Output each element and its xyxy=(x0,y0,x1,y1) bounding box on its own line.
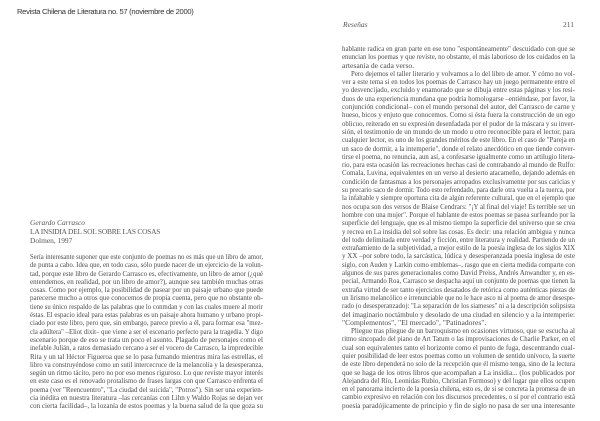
text-line-content: quier posibilidad de leer estos poemas como un volumen de sentido unívoco, la suerte xyxy=(342,350,575,360)
text-line-content: ver a este tema si en todos los poemas de Carrasco hay un juego permanente entre el xyxy=(342,77,575,87)
text-line-content: ciado por este libro, pero que, sin embargo, parece previo a él, para formar esa "mez- xyxy=(30,318,263,328)
text-line-content: duos de una experiencia mundana que podría homologarse –entiéndase, por favor, la xyxy=(342,93,575,103)
text-line-content: y recrea en La insidia del sol sobre las cosas. Es decir: una relación ambigua y nunca xyxy=(342,226,575,236)
page-number: 211 xyxy=(563,20,574,29)
text-line-content: en este caso es el renovado protalismo de frases largas con que Carrasco enfrenta el xyxy=(30,376,263,386)
text-line-content: inefable Julián, a ratos demasiado cercano a ser el vocero de Carrasco, la impredecible xyxy=(30,343,263,353)
text-line-content: escenario porque de eso se trata un poco el asunto. Plagado de personajes como el xyxy=(30,334,263,344)
text-line-content: un lirismo melancólico e irrenunciable que no le hace asco ni al poema de amor desespe- xyxy=(342,292,575,302)
text-line-content: enuncian los poemas y que reviste, no obstante, el más laborioso de los cuidados en la xyxy=(342,52,575,62)
text-line-content: entendemos, en realidad, por un libro de amor?), aunque sea también muchas otras xyxy=(30,276,263,286)
text-line-content: poema (ver "Reencuentro", "La ciudad del suicida", "Potros"). Sin ser una experien- xyxy=(30,384,263,394)
text-line-content: tad, porque este libro de Gerardo Carrasco es, efectivamente, un libro de amor (¿qué xyxy=(30,268,263,278)
text-line-content: hablante radica en gran parte en ese tono "espontáneamente" descuidado con que se xyxy=(342,44,575,53)
text-line-content: tiene su único respaldo de las palabras que lo conmdan y con las cuales muere al morir xyxy=(30,301,263,311)
text-line-content: "Complementos", "El mercado", "Patinadores". xyxy=(342,317,487,327)
text-line-content: extrañamiento de la subjetividad, a mejor estilo de la poesía inglesa de los siglos XIX xyxy=(342,243,575,253)
text-line-content: que se haga de los otros libros que acompañan a La insidia... (los publicados por xyxy=(342,367,575,377)
text-line-content: poesía paradójicamente de principio y fin de siglo no pasa de ser una interesante xyxy=(342,400,575,410)
text-line-content: superficie del lenguaje, que es al mismo tiempo la superficie del universo que se crea xyxy=(342,218,575,228)
text-line-content: de este libro dependerá no solo de la recepción que él mismo tenga, sino de la lectura xyxy=(342,359,575,369)
text-line-content: parecerse mucho a otros que conocemos de propia cuenta, pero que no obstante ob- xyxy=(30,293,263,303)
review-book-title: LA INSIDIA DEL SOL SOBRE LAS COSAS xyxy=(30,227,161,236)
text-line-content: y XX –por sobre todo, la sarcástica, lúdica y desesperanzada poesía inglesa de este xyxy=(342,251,575,261)
text-line-content: cambio expresivo en relación con los discursos precedentes, o si por el contrario está xyxy=(342,392,575,402)
text-line-content: Rita y un tal Héctor Figueroa que se lo pasa fumando mientras mira las estrellas, el xyxy=(30,351,263,361)
review-publisher: Dolmen, 1997 xyxy=(30,236,73,245)
text-line-content: Pero dejemos el taller literario y volvamos a lo del libro de amor. Y cómo no vol- xyxy=(351,68,575,78)
text-line-content: un saco de dormir, a la intemperie", donde el relato anecdótico en que tiende conver- xyxy=(342,143,575,153)
text-line-content: Alejandra del Río, Leonidas Rubio, Christian Formoso) y del lugar que ellos ocupen xyxy=(342,375,575,385)
text-line-content: rado (o desesperanzado): "La separación de los siameses" ni a la descripción solipsista xyxy=(342,301,575,311)
text-line-content: extraña virtud de ser tanto ejercicios desatados de retórica como auténticas piezas de xyxy=(342,284,575,294)
text-line-content: tirse el poema, no renuncia, aun así, a confesarse igualmente como un artilugio litera- xyxy=(342,151,575,161)
text-line-content: siglo, con Auden y Larkin como emblemas–, rasgo que en cierta medida comparte con xyxy=(342,259,575,269)
text-line-content: éstas. El espacio ideal para estas palabras es un paisaje ahora humano y urbano propi- xyxy=(30,310,263,320)
text-line-content: pecial, Armando Roa, Carrasco se despacha aquí un conjunto de poemas que tienen la xyxy=(342,276,575,286)
review-author: Gerardo Carrasco xyxy=(30,218,85,227)
text-line-content: del imaginario noctámbulo y desolado de una ciudad en silencio y a la intemperie: xyxy=(342,309,575,319)
text-line-content: cla adúltera" –Eliot dixit– que viene a ser el escenario perfecto para la tragedia. Y digo xyxy=(30,326,263,336)
journal-header: Revista Chilena de Literatura no. 57 (noviembre de 2000) xyxy=(17,7,194,16)
text-line xyxy=(30,402,263,410)
text-line-content: en el panorama incierto de la poesía chilena, esto es, de si se concreta la promesa de un xyxy=(342,384,575,394)
text-line-content: sión, el testimonio de un mundo de un modo u otro reconocible para el lector, para xyxy=(342,126,575,136)
right-column-text xyxy=(342,45,575,410)
left-column-text xyxy=(30,253,263,411)
text-line-content: rio, para esta ocasión las recreaciones hechas casi de contrabando al mundo de Rulfo: xyxy=(342,160,575,170)
text-line-content: ritmo sincopado del piano de Art Tatum o las improvisaciones de Charlie Parker, en el xyxy=(342,334,575,344)
text-line xyxy=(342,402,575,410)
text-line xyxy=(342,311,575,319)
text-line-content: Sería interesante suponer que este conjunto de poemas no es más que un libro de amor, xyxy=(30,252,263,261)
text-line-content: Pliegue tras pliegue de un barroquismo en ocasiones virtuoso, que se escucha al xyxy=(351,326,575,336)
text-line-content: del todo delimitada entre verdad y ficción, entre literatura y realidad. Partiendo de un xyxy=(342,234,575,244)
text-line-content: cual son equivalentes tanto el horizonte como el punto de fuga, descentrando cual- xyxy=(342,342,575,352)
text-line xyxy=(342,53,575,61)
text-line-content: cosas. Como por ejemplo, la posibilidad de pasear por un paisaje urbano que puede xyxy=(30,285,263,295)
text-line-content: cualquier lector, es uno de los grandes méritos de este libro. En el caso de "Pareja en xyxy=(342,135,575,145)
text-line-content: libro va construyéndose como un sutil intercecruce de la melancolía y la desesperanza, xyxy=(30,359,263,369)
text-line-content: hueso, bicos y enjuto que conocemos. Como si ésta fuera la construcción de un ego xyxy=(342,110,575,120)
section-title: Reseñas xyxy=(343,20,368,29)
text-line-content: algunos de sus pares generacionales como David Preiss, Andrés Anwandter y, en es- xyxy=(342,268,575,278)
text-line-content: artesanía de cada verso. xyxy=(342,60,415,70)
text-line-content: Comala, Luvina, equivalentes en un verso al desierto atacameño, dejando además en xyxy=(342,168,575,178)
text-line-content: la infaltable y siempre oportuna cita de algún referente cultural, que en el ejemplo que xyxy=(342,193,575,203)
text-line-content: con cierta facilidad–, la lozanía de estos poemas y la buena salud de la que goza su xyxy=(30,401,263,411)
text-line-content: conjunción condicional– con el mundo personal del autor, del Carrasco de carne y xyxy=(342,102,575,112)
text-line-content: según un ritmo tácito, pero no por eso menos riguroso. Lo que reviste mayor interés xyxy=(30,368,263,378)
text-line-content: cia inédita en nuestra literatura –las cercanías con Lihn y Waldo Rojas se dejan ver xyxy=(30,393,263,403)
text-line-content: hombre con una mujer". Porque el hablante de estos poemas se pasea surfeando por la xyxy=(342,209,575,219)
text-line-content: nos ocupa son dos versos de Blaise Cendrars: "¡Y al final del viaje! Es terrible ser un xyxy=(342,201,575,211)
text-line-content: yo desvencijado, excluido y enamorado que se dibuja entre estas páginas y los resi- xyxy=(342,85,575,95)
text-line-content: de punta a cabo. Idea que, en todo caso, sólo puede nacer de un ejercicio de la volun- xyxy=(30,260,263,270)
text-line-content: oblicuo, reiterado en su expresión desenfadada por el pudor de la máscara y su inver- xyxy=(342,118,575,128)
text-line-content: condición de fantasmas a los personajes arropados exclusivamente por sus caricias y xyxy=(342,176,575,186)
text-line-content: su precario saco de dormir. Todo esto refrendado, para darle otra vuelta a la tuerca, por xyxy=(342,185,575,195)
